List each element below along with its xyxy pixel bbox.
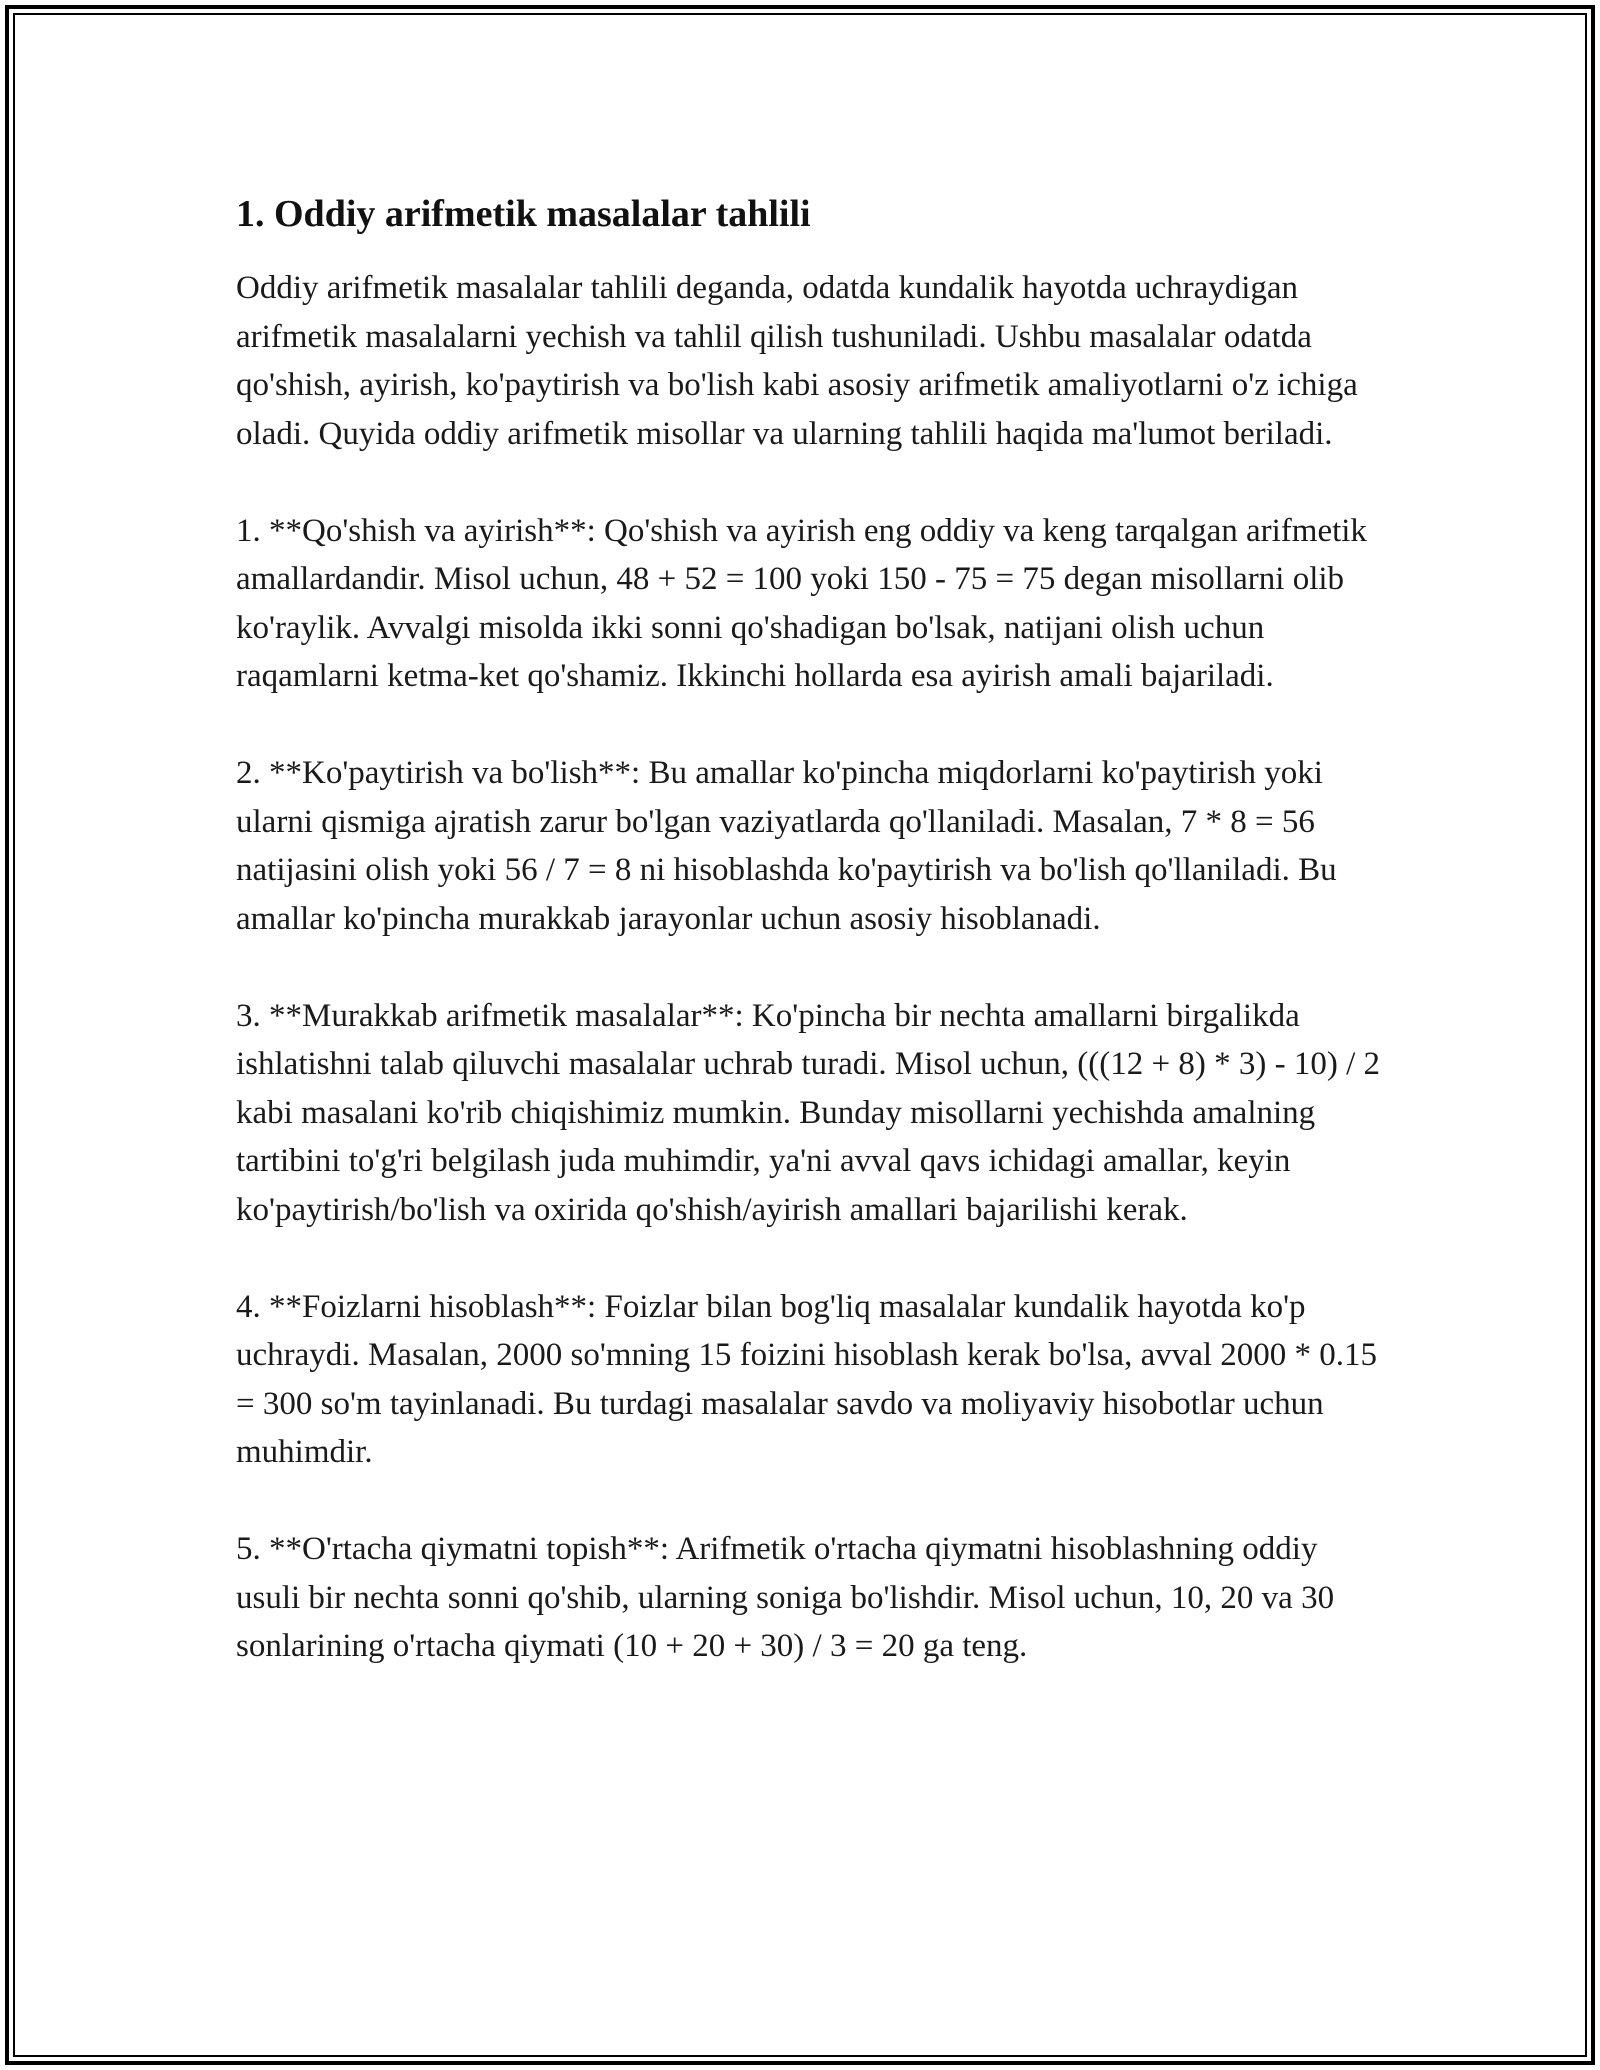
intro-paragraph: Oddiy arifmetik masalalar tahlili deganda, odatda kundalik hayotda uchraydigan arifmetik masalalarni yechish va tahlil qilish tushuniladi. Ushbu masalalar odatda qo'shish, ayirish, ko'paytirish va bo'lish kabi asosiy arifmetik amaliyotlarni o'z ichiga oladi. Quyida oddiy arifmetik misollar va ularning tahlili haqida ma'lumot beriladi.	[236, 270, 1358, 452]
paragraph-average: 5. **O'rtacha qiymatni topish**: Arifmetik o'rtacha qiymatni hisoblashning oddiy usuli bir nechta sonni qo'shib, ularning soniga bo'lishdir. Misol uchun, 10, 20 va 30 sonlarining o'rtacha qiymati (10 + 20 + 30) / 3 = 20 ga teng.	[236, 1531, 1335, 1664]
document-title: 1. Oddiy arifmetik masalalar tahlili	[236, 193, 811, 235]
paragraph-addition-subtraction: 1. **Qo'shish va ayirish**: Qo'shish va ayirish eng oddiy va keng tarqalgan arifmetik amallardandir. Misol uchun, 48 + 52 = 100 yoki 150 - 75 = 75 degan misollarni olib ko'raylik. Avvalgi misolda ikki sonni qo'shadigan bo'lsak, natijani olish uchun raqamlarni ketma-ket qo'shamiz. Ikkinchi hollarda esa ayirish amali bajariladi.	[236, 512, 1367, 694]
paragraph-complex-problems: 3. **Murakkab arifmetik masalalar**: Ko'pincha bir nechta amallarni birgalikda ishlatishni talab qiluvchi masalalar uchrab turadi. Misol uchun, (((12 + 8) * 3) - 10) / 2 kabi masalani ko'rib chiqishimiz mumkin. Bunday misollarni yechishda amalning tartibini to'g'ri belgilash juda muhimdir, ya'ni avval qavs ichidagi amallar, keyin ko'paytirish/bo'lish va oxirida qo'shish/ayirish amallari bajarilishi kerak.	[236, 997, 1381, 1228]
paragraph-percentages: 4. **Foizlarni hisoblash**: Foizlar bilan bog'liq masalalar kundalik hayotda ko'p uchraydi. Masalan, 2000 so'mning 15 foizini hisoblash kerak bo'lsa, avval 2000 * 0.15 = 300 so'm tayinlanadi. Bu turdagi masalalar savdo va moliyaviy hisobotlar uchun muhimdir.	[236, 1288, 1378, 1470]
document-body	[236, 186, 1386, 1719]
paragraph-multiplication-division: 2. **Ko'paytirish va bo'lish**: Bu amallar ko'pincha miqdorlarni ko'paytirish yoki ularni qismiga ajratish zarur bo'lgan vaziyatlarda qo'llaniladi. Masalan, 7 * 8 = 56 natijasini olish yoki 56 / 7 = 8 ni hisoblashda ko'paytirish va bo'lish qo'llaniladi. Bu amallar ko'pincha murakkab jarayonlar uchun asosiy hisoblanadi.	[236, 755, 1337, 937]
